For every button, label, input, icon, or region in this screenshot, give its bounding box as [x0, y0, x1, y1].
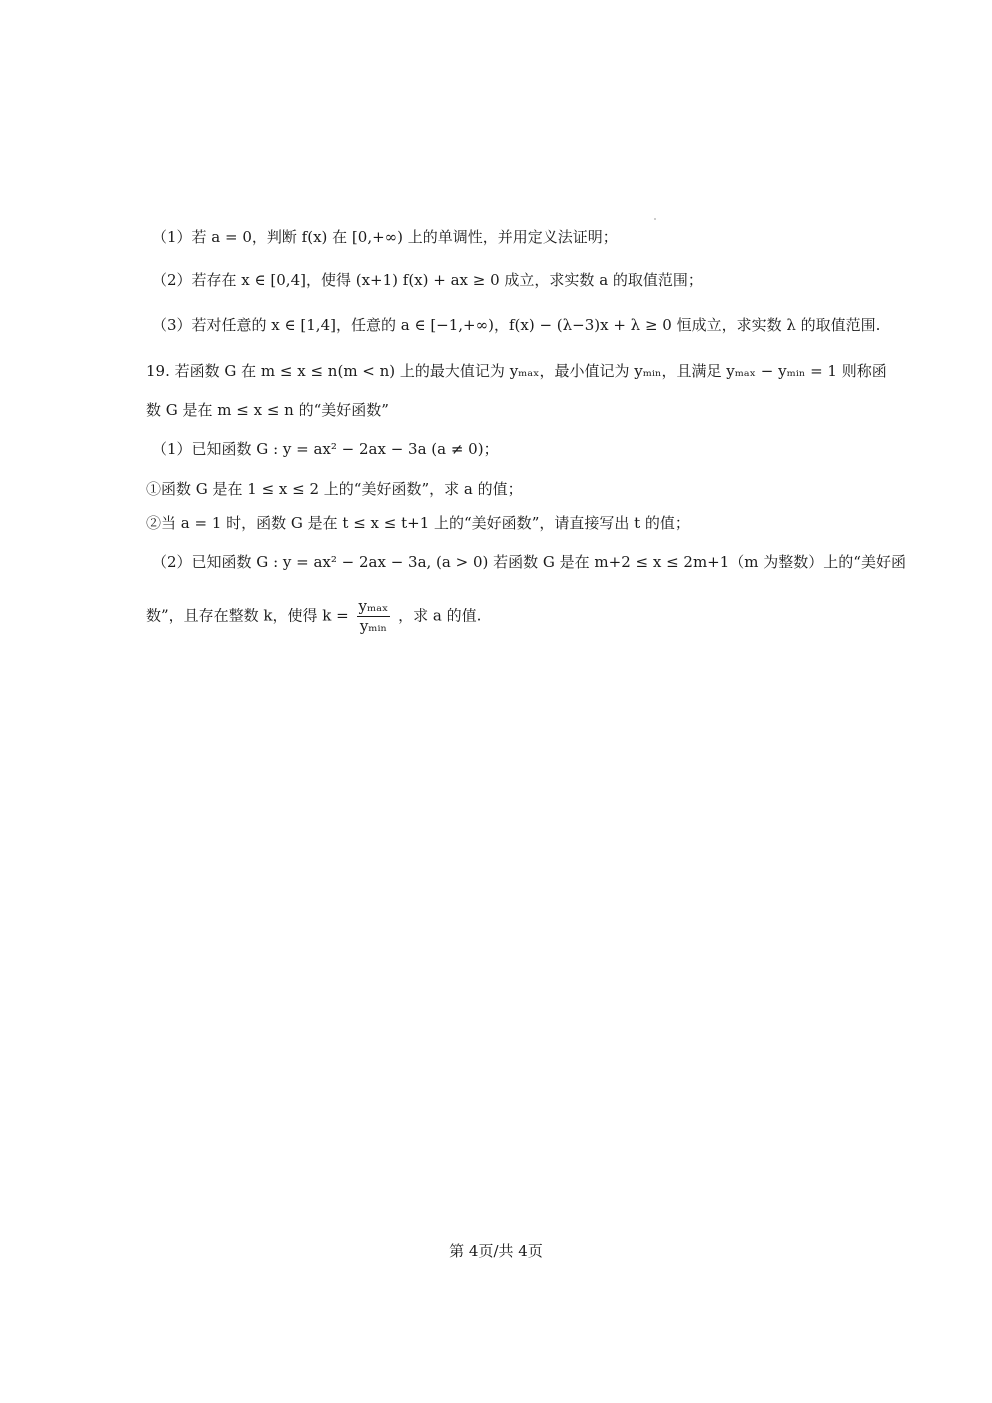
ratio-fraction — [357, 598, 391, 635]
part-2-text-after-fraction: ，求 a 的值. — [398, 606, 482, 625]
scan-speck — [654, 218, 656, 220]
problem-19-stem-line-2: 数 G 是在 m ≤ x ≤ n 的“美好函数” — [146, 401, 389, 419]
fraction-denominator: yₘᵢₙ — [359, 617, 388, 635]
problem-18-part-3: （3）若对任意的 x ∈ [1,4]，任意的 a ∈ [−1,+∞)，f(x) − (λ−3)x + λ ≥ 0 恒成立，求实数 λ 的取值范围. — [152, 316, 881, 334]
part-2-text-before-fraction: 数”，且存在整数 k，使得 k = — [146, 606, 349, 625]
problem-19-part-1: （1）已知函数 G : y = ax² − 2ax − 3a (a ≠ 0)； — [152, 440, 499, 458]
problem-19-part-2-line-1: （2）已知函数 G : y = ax² − 2ax − 3a, (a > 0) 若函数 G 是在 m+2 ≤ x ≤ 2m+1（m 为整数）上的“美好函 — [152, 553, 906, 571]
problem-19-part-2-line-2 — [146, 598, 481, 635]
problem-18-part-1: （1）若 a = 0，判断 f(x) 在 [0,+∞) 上的单调性，并用定义法证明； — [152, 228, 618, 246]
problem-18-part-2: （2）若存在 x ∈ [0,4]，使得 (x+1) f(x) + ax ≥ 0 成立，求实数 a 的取值范围； — [152, 271, 703, 289]
page-number-footer: 第 4页/共 4页 — [449, 1242, 543, 1260]
problem-19-sub-question-2: ②当 a = 1 时，函数 G 是在 t ≤ x ≤ t+1 上的“美好函数”，请直接写出 t 的值； — [146, 514, 690, 532]
problem-19-sub-question-1: ①函数 G 是在 1 ≤ x ≤ 2 上的“美好函数”，求 a 的值； — [146, 480, 523, 498]
problem-19-stem-line-1: 19. 若函数 G 在 m ≤ x ≤ n(m < n) 上的最大值记为 yₘₐₓ，最小值记为 yₘᵢₙ，且满足 yₘₐₓ − yₘᵢₙ = 1 则称函 — [146, 362, 887, 380]
fraction-numerator: yₘₐₓ — [358, 597, 389, 615]
